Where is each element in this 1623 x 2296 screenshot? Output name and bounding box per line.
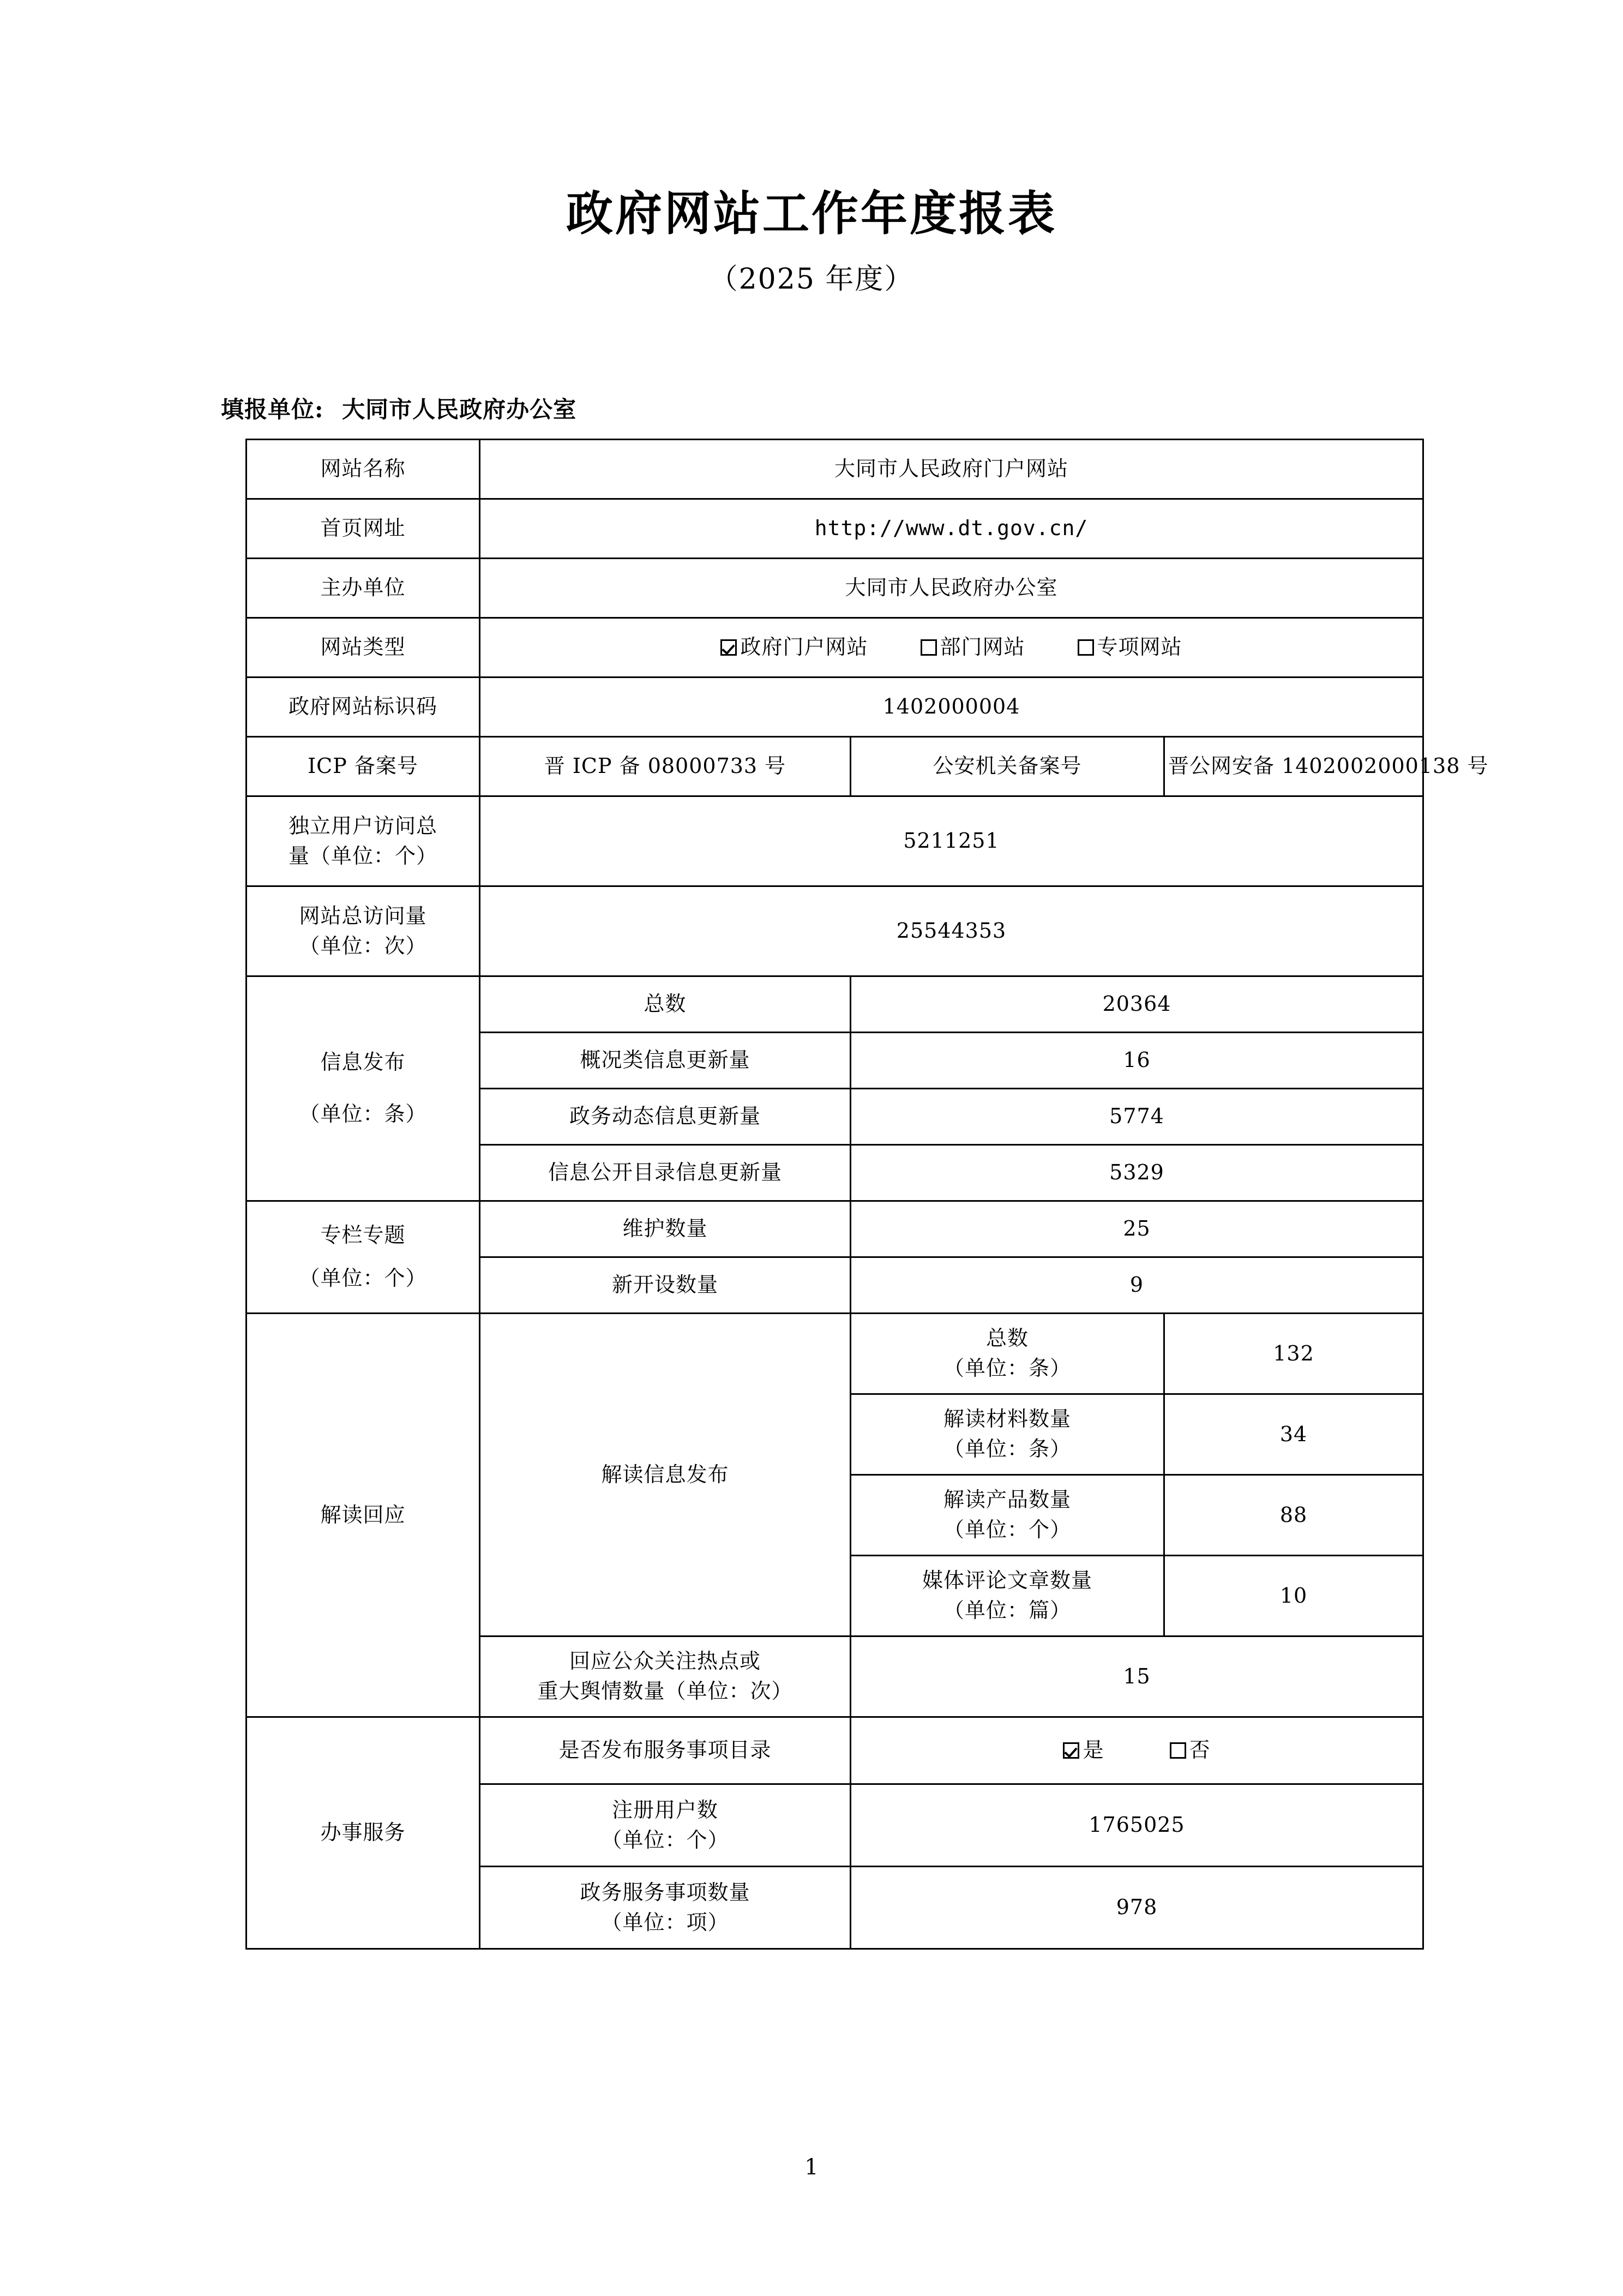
checkbox-checked-icon[interactable]: [720, 639, 737, 656]
service-items-label-line1: 政务服务事项数量: [580, 1880, 750, 1904]
info-publish-label: [247, 976, 480, 1201]
checkbox-unchecked-icon[interactable]: [921, 639, 937, 656]
table-row: [247, 1313, 1423, 1394]
columns-topics-row-value: 9: [851, 1257, 1423, 1313]
interpretation-sub-label: [851, 1394, 1164, 1474]
interpretation-sub-label-line1: 解读材料数量: [943, 1407, 1071, 1431]
info-publish-label-line2: （单位：条）: [299, 1102, 427, 1126]
checkbox-label: 是: [1083, 1738, 1104, 1763]
table-row: [247, 886, 1423, 976]
site-id-code-value: 1402000004: [480, 677, 1423, 736]
table-row: [247, 1717, 1423, 1784]
total-visits-value: 25544353: [480, 886, 1423, 976]
columns-topics-label-line1: 专栏专题: [320, 1223, 406, 1248]
info-publish-row-label: 政务动态信息更新量: [480, 1088, 851, 1144]
checkbox-option-portal[interactable]: [720, 632, 868, 662]
unique-visitors-label-line1: 独立用户访问总: [288, 813, 437, 838]
columns-topics-label: [247, 1201, 480, 1313]
checkbox-label: 否: [1189, 1738, 1211, 1763]
interpretation-sub-label-line2: （单位：个）: [943, 1518, 1071, 1542]
police-record-value: 晋公网安备 1402002000138 号: [1164, 736, 1423, 796]
interpretation-sub-label-line2: （单位：条）: [943, 1356, 1071, 1381]
report-unit-label: 填报单位:: [221, 395, 324, 423]
columns-topics-row-label: 维护数量: [480, 1201, 851, 1257]
icp-label: ICP 备案号: [247, 736, 480, 796]
site-id-code-label: 政府网站标识码: [247, 677, 480, 736]
total-visits-label-line1: 网站总访问量: [299, 903, 427, 928]
checkbox-label: 专项网站: [1097, 635, 1182, 660]
unique-visitors-label: [247, 796, 480, 886]
interpretation-sub-label-line1: 媒体评论文章数量: [922, 1568, 1092, 1593]
total-visits-label-line2: （单位：次）: [299, 933, 427, 958]
columns-topics-row-value: 25: [851, 1201, 1423, 1257]
info-publish-row-label: 总数: [480, 976, 851, 1032]
info-publish-row-label: 概况类信息更新量: [480, 1032, 851, 1088]
public-response-label: [480, 1636, 851, 1717]
registered-users-label-line2: （单位：个）: [601, 1827, 729, 1852]
checkbox-option-special[interactable]: [1078, 632, 1182, 662]
interpretation-sub-value: 34: [1164, 1394, 1423, 1474]
checkbox-checked-icon[interactable]: [1063, 1742, 1079, 1759]
table-row: [247, 439, 1423, 499]
service-catalog-options: [851, 1717, 1423, 1784]
public-response-label-line2: 重大舆情数量（单位：次）: [537, 1679, 793, 1704]
info-publish-row-label: 信息公开目录信息更新量: [480, 1144, 851, 1201]
checkbox-option-no[interactable]: [1170, 1735, 1211, 1765]
interpretation-sub-label-line1: 解读产品数量: [943, 1488, 1071, 1512]
page-number: 1: [804, 2155, 819, 2180]
table-row: [247, 796, 1423, 886]
checkbox-label: 政府门户网站: [740, 635, 868, 660]
total-visits-label: [247, 886, 480, 976]
service-items-value: 978: [851, 1866, 1423, 1949]
public-response-value: 15: [851, 1636, 1423, 1717]
registered-users-value: 1765025: [851, 1784, 1423, 1866]
site-type-label: 网站类型: [247, 618, 480, 677]
table-row: [247, 736, 1423, 796]
interpretation-sub-value: 88: [1164, 1474, 1423, 1555]
table-row: [247, 499, 1423, 558]
checkbox-label: 部门网站: [940, 635, 1025, 660]
checkbox-option-yes[interactable]: [1063, 1735, 1104, 1765]
host-unit-label: 主办单位: [247, 558, 480, 618]
interpretation-sub-label: [851, 1313, 1164, 1394]
interpretation-sub-label: [851, 1474, 1164, 1555]
info-publish-label-line1: 信息发布: [320, 1050, 406, 1075]
interpretation-label: 解读回应: [247, 1313, 480, 1717]
services-label: 办事服务: [247, 1717, 480, 1949]
checkbox-unchecked-icon[interactable]: [1170, 1742, 1186, 1759]
interpretation-publish-label: 解读信息发布: [480, 1313, 851, 1636]
interpretation-sub-value: 10: [1164, 1555, 1423, 1636]
info-publish-row-value: 5774: [851, 1088, 1423, 1144]
table-row: [247, 677, 1423, 736]
registered-users-label-line1: 注册用户数: [611, 1797, 718, 1822]
unique-visitors-value: 5211251: [480, 796, 1423, 886]
report-unit-line: [221, 392, 1623, 424]
unique-visitors-label-line2: 量（单位：个）: [288, 843, 437, 868]
info-publish-row-value: 16: [851, 1032, 1423, 1088]
interpretation-sub-label-line2: （单位：篇）: [943, 1598, 1071, 1623]
page-title: 政府网站工作年度报表: [566, 186, 1057, 241]
page-subtitle: （2025 年度）: [709, 262, 914, 296]
registered-users-label: [480, 1784, 851, 1866]
service-catalog-label: 是否发布服务事项目录: [480, 1717, 851, 1784]
site-name-value: 大同市人民政府门户网站: [480, 439, 1423, 499]
interpretation-sub-value: 132: [1164, 1313, 1423, 1394]
info-publish-row-value: 20364: [851, 976, 1423, 1032]
info-publish-row-value: 5329: [851, 1144, 1423, 1201]
title-block: [0, 0, 1623, 295]
service-items-label-line2: （单位：项）: [601, 1910, 729, 1934]
site-type-options: [480, 618, 1423, 677]
checkbox-unchecked-icon[interactable]: [1078, 639, 1094, 656]
interpretation-sub-label: [851, 1555, 1164, 1636]
interpretation-sub-label-line2: （单位：条）: [943, 1437, 1071, 1461]
interpretation-sub-label-line1: 总数: [985, 1326, 1029, 1351]
checkbox-option-department[interactable]: [921, 632, 1025, 662]
police-record-label: 公安机关备案号: [851, 736, 1164, 796]
annual-report-table-wrapper: [245, 439, 1489, 1950]
report-unit-value: 大同市人民政府办公室: [342, 395, 577, 423]
site-name-label: 网站名称: [247, 439, 480, 499]
table-row: [247, 618, 1423, 677]
homepage-url-value: http://www.dt.gov.cn/: [480, 499, 1423, 558]
table-row: [247, 976, 1423, 1032]
icp-value: 晋 ICP 备 08000733 号: [480, 736, 851, 796]
table-row: [247, 558, 1423, 618]
annual-report-table: [245, 439, 1489, 1950]
table-row: [247, 1201, 1423, 1257]
columns-topics-label-line2: （单位：个）: [299, 1266, 427, 1291]
homepage-url-label: 首页网址: [247, 499, 480, 558]
public-response-label-line1: 回应公众关注热点或: [569, 1649, 761, 1674]
columns-topics-row-label: 新开设数量: [480, 1257, 851, 1313]
service-items-label: [480, 1866, 851, 1949]
host-unit-value: 大同市人民政府办公室: [480, 558, 1423, 618]
